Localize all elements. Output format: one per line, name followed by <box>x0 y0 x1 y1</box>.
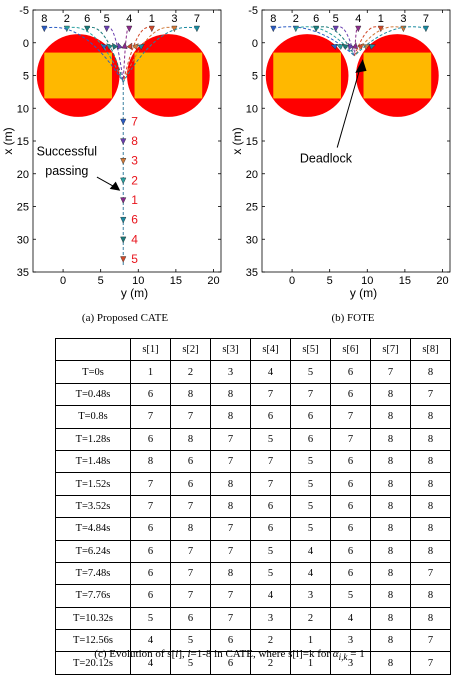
table-cell: 5 <box>291 495 331 517</box>
table-row <box>56 585 451 607</box>
table-cell: 6 <box>291 406 331 428</box>
table-cell: 4 <box>251 585 291 607</box>
cate-column-agent-label: 6 <box>131 212 138 227</box>
table-cell: 6 <box>251 495 291 517</box>
table-cell: 2 <box>171 361 211 383</box>
table-cell: 1 <box>291 630 331 652</box>
fote-y-tick-label: 25 <box>245 201 258 214</box>
table-cell: 6 <box>331 518 371 540</box>
cate-column-agent-label: 4 <box>131 232 138 247</box>
table-cell: 5 <box>291 473 331 495</box>
table-cell: 6 <box>171 450 211 472</box>
table-cell: 7 <box>171 495 211 517</box>
table-cell: 7 <box>171 540 211 562</box>
table-cell: 7 <box>171 585 211 607</box>
table-cell: 6 <box>331 361 371 383</box>
table-cell: 7 <box>251 450 291 472</box>
fote-x-tick-label: 0 <box>289 275 296 287</box>
table-cell: 7 <box>131 473 171 495</box>
cate-y-tick-label: 20 <box>16 168 29 181</box>
table-cell: 2 <box>251 652 291 674</box>
table-row-time: T=1.48s <box>56 450 131 472</box>
cate-x-tick-label: 15 <box>169 275 183 287</box>
table-cell: 7 <box>211 607 251 629</box>
table-cell: 8 <box>411 473 451 495</box>
table-row-time: T=7.48s <box>56 562 131 584</box>
caption-index-i-2: i <box>187 648 191 660</box>
table-cell: 5 <box>171 630 211 652</box>
cate-x-tick-label: 5 <box>97 275 104 287</box>
cate-y-tick-label: 30 <box>16 234 29 247</box>
table-row <box>56 428 451 450</box>
table-cell: 2 <box>251 630 291 652</box>
table-row-time: T=3.52s <box>56 495 131 517</box>
fote-agent-label: 2 <box>292 13 299 25</box>
plot-proposed-cate <box>0 0 229 312</box>
table-cell: 3 <box>251 607 291 629</box>
table-cell: 7 <box>371 361 411 383</box>
table-cell: 8 <box>211 473 251 495</box>
table-cell: 4 <box>131 630 171 652</box>
caption-evolution-prefix: (c) Evolution of s[ <box>94 648 176 660</box>
table-cell: 8 <box>371 383 411 405</box>
table-cell: 5 <box>251 540 291 562</box>
table-col-header: s[2] <box>171 339 211 361</box>
fote-y-tick-label: 20 <box>245 168 258 181</box>
table-cell: 7 <box>171 562 211 584</box>
table-cell: 5 <box>291 450 331 472</box>
cate-column-agent-label: 3 <box>131 153 138 168</box>
table-cell: 8 <box>371 630 411 652</box>
table-cell: 8 <box>371 473 411 495</box>
table-cell: 6 <box>211 652 251 674</box>
cate-y-tick-label: 5 <box>22 70 29 83</box>
fote-y-tick-label: 15 <box>245 136 258 148</box>
table-col-header: s[4] <box>251 339 291 361</box>
table-cell: 8 <box>131 450 171 472</box>
fote-x-tick-label: 20 <box>436 275 449 287</box>
plot-fote <box>229 0 458 312</box>
caption-alpha-subscript: i,k <box>338 652 348 663</box>
table-cell: 5 <box>251 562 291 584</box>
table-cell: 6 <box>131 383 171 405</box>
cate-column-agent-label: 5 <box>131 251 138 266</box>
table-cell: 5 <box>291 518 331 540</box>
table-cell: 6 <box>331 562 371 584</box>
table-cell: 6 <box>131 518 171 540</box>
cate-column-agent-label: 2 <box>131 173 138 188</box>
table-cell: 8 <box>371 428 411 450</box>
cate-agent-label: 4 <box>126 13 133 25</box>
fote-y-tick-label: -5 <box>248 5 258 17</box>
cate-agent-label: 2 <box>63 13 70 25</box>
table-row-time: T=10.32s <box>56 607 131 629</box>
table-cell: 4 <box>291 562 331 584</box>
table-cell: 3 <box>331 652 371 674</box>
table-row-time: T=20.12s <box>56 652 131 674</box>
table-cell: 2 <box>291 607 331 629</box>
table-cell: 6 <box>131 428 171 450</box>
fote-agent-label: 3 <box>400 13 407 25</box>
table-cell: 6 <box>171 473 211 495</box>
table-row <box>56 361 451 383</box>
table-cell: 6 <box>331 473 371 495</box>
caption-evolution-mid2: =1-8 in CATE, where s[i]=k for <box>190 648 333 660</box>
table-cell: 8 <box>411 428 451 450</box>
table-cell: 7 <box>291 383 331 405</box>
table-cell: 6 <box>211 630 251 652</box>
table-cell: 4 <box>291 540 331 562</box>
table-cell: 5 <box>331 585 371 607</box>
cate-y-axis-label: x (m) <box>1 127 15 155</box>
table-row-time: T=0.48s <box>56 383 131 405</box>
table-cell: 6 <box>251 518 291 540</box>
fote-x-tick-label: 15 <box>398 275 412 287</box>
fote-obstacle-box <box>364 53 432 99</box>
cate-annotation-line: Successful <box>36 144 98 159</box>
cate-agent-label: 7 <box>193 13 200 25</box>
table-cell: 8 <box>211 383 251 405</box>
fote-annotation: Deadlock <box>299 151 352 166</box>
table-header-row <box>56 339 451 361</box>
table-row <box>56 383 451 405</box>
cate-y-tick-label: 0 <box>22 37 29 50</box>
table-cell: 6 <box>331 540 371 562</box>
table-row-time: T=4.84s <box>56 518 131 540</box>
table-cell: 8 <box>211 562 251 584</box>
table-cell: 3 <box>331 630 371 652</box>
fote-y-tick-label: 0 <box>251 37 258 50</box>
table-cell: 8 <box>411 540 451 562</box>
table-col-header: s[8] <box>411 339 451 361</box>
table-cell: 5 <box>131 607 171 629</box>
table-cell: 8 <box>371 562 411 584</box>
fote-agent-label: 5 <box>332 13 339 25</box>
table-cell: 8 <box>171 428 211 450</box>
table-cell: 7 <box>331 428 371 450</box>
table-cell: 8 <box>371 652 411 674</box>
caption-evolution <box>0 648 459 662</box>
table-cell: 6 <box>331 495 371 517</box>
cate-y-tick-label: 10 <box>16 103 29 116</box>
table-row-time: T=0s <box>56 361 131 383</box>
table-cell: 8 <box>211 406 251 428</box>
table-cell: 7 <box>211 450 251 472</box>
table-cell: 5 <box>171 652 211 674</box>
cate-annotation-line: passing <box>45 164 89 179</box>
table-cell: 6 <box>331 383 371 405</box>
cate-y-tick-label: -5 <box>19 5 29 17</box>
table-col-header: s[7] <box>371 339 411 361</box>
table-cell: 6 <box>171 607 211 629</box>
table-row <box>56 450 451 472</box>
table-cell: 5 <box>251 428 291 450</box>
fote-y-tick-label: 30 <box>245 234 258 247</box>
table-cell: 8 <box>411 361 451 383</box>
table-cell: 7 <box>251 473 291 495</box>
table-cell: 8 <box>411 518 451 540</box>
table-cell: 1 <box>291 652 331 674</box>
caption-evolution-suffix: = 1 <box>347 648 365 660</box>
table-cell: 6 <box>131 562 171 584</box>
table-cell: 7 <box>211 585 251 607</box>
fote-y-tick-label: 10 <box>245 103 258 116</box>
table-cell: 3 <box>211 361 251 383</box>
caption-evolution-mid1: ], <box>178 648 188 660</box>
cate-obstacle-box <box>135 53 203 99</box>
table-cell: 8 <box>211 495 251 517</box>
cate-y-tick-label: 15 <box>16 136 29 148</box>
table-cell: 6 <box>131 540 171 562</box>
table-cell: 7 <box>211 540 251 562</box>
table-cell: 7 <box>251 383 291 405</box>
fote-agent-label: 4 <box>355 13 362 25</box>
table-row-time: T=12.56s <box>56 630 131 652</box>
table-row <box>56 473 451 495</box>
table-cell: 8 <box>171 383 211 405</box>
table-cell: 7 <box>411 383 451 405</box>
caption-alpha: α <box>332 648 339 660</box>
table-row <box>56 540 451 562</box>
table-cell: 8 <box>371 495 411 517</box>
cate-y-tick-label: 25 <box>16 201 29 214</box>
cate-agent-label: 5 <box>103 13 110 25</box>
table-cell: 4 <box>331 607 371 629</box>
fote-obstacle-box <box>273 53 341 99</box>
table-corner-cell <box>56 339 131 361</box>
table-row-time: T=6.24s <box>56 540 131 562</box>
table-cell: 8 <box>411 585 451 607</box>
fote-y-tick-label: 35 <box>245 267 258 279</box>
evolution-table <box>55 338 451 675</box>
table-cell: 8 <box>171 518 211 540</box>
caption-index-i: i <box>175 648 179 660</box>
caption-proposed-cate: (a) Proposed CATE <box>81 312 169 324</box>
table-row <box>56 562 451 584</box>
table-cell: 6 <box>291 428 331 450</box>
table-cell: 8 <box>371 540 411 562</box>
fote-x-tick-label: 10 <box>361 275 374 287</box>
table-cell: 8 <box>411 607 451 629</box>
table-cell: 6 <box>131 585 171 607</box>
table-cell: 7 <box>411 630 451 652</box>
fote-agent-label: 1 <box>377 13 384 25</box>
cate-column-agent-label: 1 <box>131 192 138 207</box>
cate-x-axis-label: y (m) <box>120 286 149 300</box>
table-row-time: T=1.28s <box>56 428 131 450</box>
cate-column-agent-label: 8 <box>131 134 138 148</box>
table-row <box>56 495 451 517</box>
table-cell: 4 <box>251 361 291 383</box>
cate-x-tick-label: 0 <box>60 275 67 287</box>
table-cell: 8 <box>371 607 411 629</box>
table-cell: 8 <box>371 518 411 540</box>
fote-agent-label: 8 <box>270 13 277 25</box>
cate-x-tick-label: 20 <box>207 275 220 287</box>
cate-x-tick-label: 10 <box>132 275 145 287</box>
table-col-header: s[5] <box>291 339 331 361</box>
table-cell: 8 <box>411 495 451 517</box>
cate-agent-label: 8 <box>41 13 48 25</box>
table-row <box>56 518 451 540</box>
cate-agent-label: 1 <box>148 13 155 25</box>
table-cell: 8 <box>371 450 411 472</box>
table-cell: 8 <box>411 450 451 472</box>
table-cell: 3 <box>291 585 331 607</box>
cate-agent-label: 3 <box>171 13 178 25</box>
cate-y-tick-label: 35 <box>16 267 29 279</box>
table-row <box>56 607 451 629</box>
cate-column-agent-label: 7 <box>131 114 138 129</box>
table-row-time: T=0.8s <box>56 406 131 428</box>
table-body <box>56 361 451 674</box>
table-cell: 7 <box>331 406 371 428</box>
fote-x-axis-label: y (m) <box>349 286 378 300</box>
table-cell: 7 <box>411 652 451 674</box>
fote-x-tick-label: 5 <box>326 275 333 287</box>
cate-agent-label: 6 <box>84 13 91 25</box>
table-cell: 8 <box>371 406 411 428</box>
fote-agent-label: 6 <box>313 13 320 25</box>
table-cell: 7 <box>211 518 251 540</box>
table-row-time: T=7.76s <box>56 585 131 607</box>
table-cell: 1 <box>131 361 171 383</box>
fote-agent-label: 7 <box>422 13 429 25</box>
caption-fote: (b) FOTE <box>331 312 375 324</box>
table-col-header: s[1] <box>131 339 171 361</box>
table-row <box>56 406 451 428</box>
table-cell: 7 <box>131 406 171 428</box>
cate-obstacle-box <box>44 53 112 99</box>
table-col-header: s[6] <box>331 339 371 361</box>
table-cell: 5 <box>291 361 331 383</box>
table-cell: 7 <box>171 406 211 428</box>
table-cell: 7 <box>211 428 251 450</box>
table-cell: 8 <box>411 406 451 428</box>
table-cell: 6 <box>331 450 371 472</box>
table-cell: 4 <box>131 652 171 674</box>
table-row-time: T=1.52s <box>56 473 131 495</box>
table-cell: 7 <box>131 495 171 517</box>
table-cell: 7 <box>411 562 451 584</box>
table-col-header: s[3] <box>211 339 251 361</box>
fote-y-tick-label: 5 <box>251 70 258 83</box>
table-cell: 6 <box>251 406 291 428</box>
fote-y-axis-label: x (m) <box>230 127 244 155</box>
table-cell: 8 <box>371 585 411 607</box>
